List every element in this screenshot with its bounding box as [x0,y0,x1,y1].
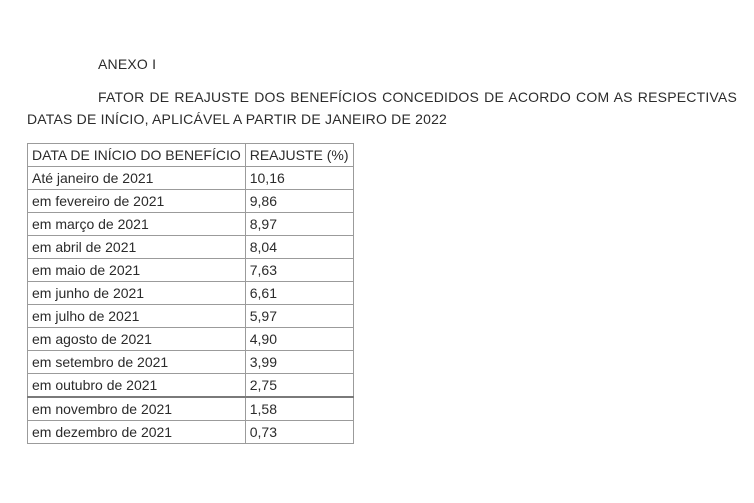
start-date-cell: em junho de 2021 [28,282,246,305]
benefit-adjustment-table [27,143,354,444]
table-row [28,282,354,305]
annex-description: FATOR DE REAJUSTE DOS BENEFÍCIOS CONCEDIDOS DE ACORDO COM AS RESPECTIVAS DATAS DE INÍCIO, APLICÁVEL A PARTIR DE JANEIRO DE 2022 [27,89,737,127]
start-date-cell: em fevereiro de 2021 [28,190,246,213]
table-row [28,421,354,444]
adjustment-cell: 10,16 [245,167,353,190]
adjustment-cell: 9,86 [245,190,353,213]
adjustment-cell: 5,97 [245,305,353,328]
table-row [28,213,354,236]
start-date-cell: em dezembro de 2021 [28,421,246,444]
start-date-cell: em julho de 2021 [28,305,246,328]
adjustment-cell: 8,97 [245,213,353,236]
table-row [28,305,354,328]
start-date-cell: em setembro de 2021 [28,351,246,374]
table-header-row [28,144,354,167]
start-date-cell: em maio de 2021 [28,259,246,282]
annex-title: ANEXO I [98,56,157,72]
start-date-cell: em março de 2021 [28,213,246,236]
start-date-cell: em agosto de 2021 [28,328,246,351]
table-row [28,167,354,190]
table-row [28,374,354,398]
table-row [28,190,354,213]
column-header-start-date: DATA DE INÍCIO DO BENEFÍCIO [28,144,246,167]
start-date-cell: em abril de 2021 [28,236,246,259]
start-date-cell: Até janeiro de 2021 [28,167,246,190]
adjustment-cell: 7,63 [245,259,353,282]
column-header-adjustment: REAJUSTE (%) [245,144,353,167]
table-row [28,397,354,421]
adjustment-cell: 4,90 [245,328,353,351]
adjustment-cell: 1,58 [245,397,353,421]
adjustment-cell: 3,99 [245,351,353,374]
table-row [28,328,354,351]
table-row [28,236,354,259]
table-row [28,259,354,282]
start-date-cell: em outubro de 2021 [28,374,246,398]
adjustment-cell: 6,61 [245,282,353,305]
adjustment-cell: 2,75 [245,374,353,398]
adjustment-cell: 0,73 [245,421,353,444]
table-row [28,351,354,374]
adjustment-cell: 8,04 [245,236,353,259]
start-date-cell: em novembro de 2021 [28,397,246,421]
